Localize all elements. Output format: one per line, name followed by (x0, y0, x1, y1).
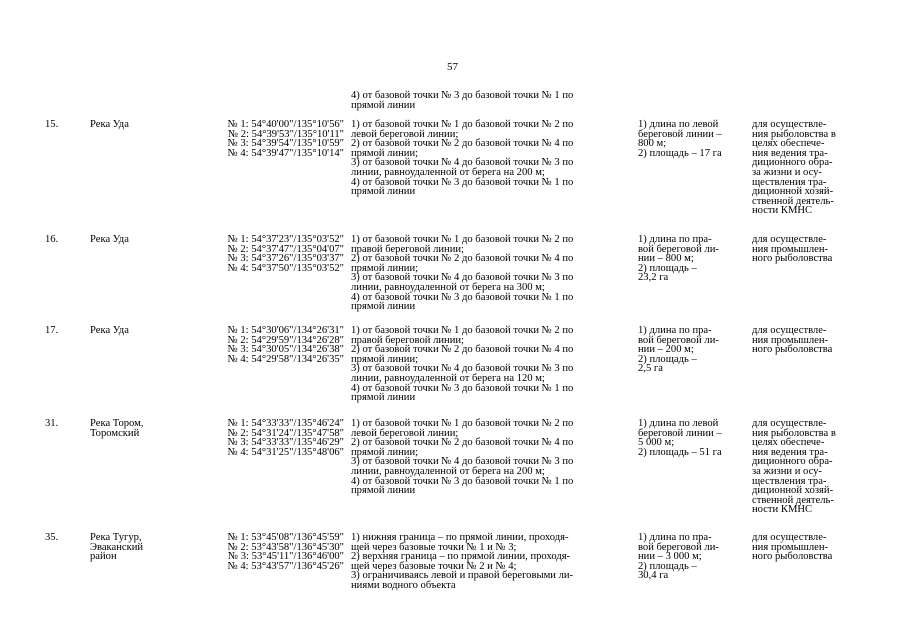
usage-purpose: для осуществле- ния рыболовства в целях обеспече- ния ведения тра- диционного обра- за жизни и осу- ществления тра- диционной хозяй- ственной деятель- ности КМНС (752, 418, 836, 516)
length-and-area: 1) длина по пра- вой береговой ли- нии – 800 м; 2) площадь – 23,2 га (638, 234, 719, 284)
boundary-description: 1) от базовой точки № 1 до базовой точки № 2 по правой береговой линии; 2) от базовой точки № 2 до базовой точки № 4 по прямой линии; 3) от базовой точки № 4 до базовой точки № 3 по линии, равноудаленной от берега на 300 м; 4) от базовой точки № 3 до базовой точки № 1 по прямой линии (351, 234, 574, 313)
water-body-name: Река Уда (90, 325, 129, 336)
row-number: 35. (45, 532, 59, 543)
row-number: 17. (45, 325, 59, 336)
continuation-text: 4) от базовой точки № 3 до базовой точки № 1 по прямой линии (351, 90, 574, 111)
water-body-name: Река Уда (90, 234, 129, 245)
water-body-name: Река Уда (90, 119, 129, 130)
water-body-name: Река Тором, Торомский (90, 418, 144, 439)
base-point-coordinates: № 1: 54°37'23"/135°03'52" № 2: 54°37'47"/135°04'07" № 3: 54°37'26"/135°03'37" № 4: 54°37'50"/135°03'52" (227, 234, 344, 274)
row-number: 16. (45, 234, 59, 245)
usage-purpose: для осуществле- ния промышлен- ного рыболовства (752, 532, 833, 563)
length-and-area: 1) длина по левой береговой линии – 800 м; 2) площадь – 17 га (638, 119, 722, 159)
usage-purpose: для осуществле- ния промышлен- ного рыболовства (752, 234, 833, 265)
base-point-coordinates: № 1: 54°40'00"/135°10'56" № 2: 54°39'53"/135°10'11" № 3: 54°39'54"/135°10'59" № 4: 54°39'47"/135°10'14" (227, 119, 344, 159)
page-number: 57 (447, 61, 458, 73)
base-point-coordinates: № 1: 54°33'33"/135°46'24" № 2: 54°31'24"/135°47'58" № 3: 54°33'33"/135°46'29" № 4: 54°31'25"/135°48'06" (227, 418, 344, 458)
length-and-area: 1) длина по пра- вой береговой ли- нии – 3 000 м; 2) площадь – 30,4 га (638, 532, 719, 582)
boundary-description: 1) нижняя граница – по прямой линии, проходя- щей через базовые точки № 1 и № 3; 2) верхняя граница – по прямой линии, проходя- щей через базовые точки № 2 и № 4; 3) ограничиваясь левой и правой береговыми ли- ниями водного объекта (351, 532, 574, 591)
boundary-description: 1) от базовой точки № 1 до базовой точки № 2 по правой береговой линии; 2) от базовой точки № 2 до базовой точки № 4 по прямой линии; 3) от базовой точки № 4 до базовой точки № 3 по линии, равноудаленной от берега на 120 м; 4) от базовой точки № 3 до базовой точки № 1 по прямой линии (351, 325, 574, 404)
base-point-coordinates: № 1: 54°30'06"/134°26'31" № 2: 54°29'59"/134°26'28" № 3: 54°30'05"/134°26'38" № 4: 54°29'58"/134°26'35" (227, 325, 344, 365)
base-point-coordinates: № 1: 53°45'08"/136°45'59" № 2: 53°43'58"/136°45'30" № 3: 53°45'11"/136°46'00" № 4: 53°43'57"/136°45'26" (227, 532, 344, 572)
row-number: 15. (45, 119, 59, 130)
usage-purpose: для осуществле- ния рыболовства в целях обеспече- ния ведения тра- диционного обра- за жизни и осу- ществления тра- диционной хозяй- ственной деятель- ности КМНС (752, 119, 836, 217)
boundary-description: 1) от базовой точки № 1 до базовой точки № 2 по левой береговой линии; 2) от базовой точки № 2 до базовой точки № 4 по прямой линии; 3) от базовой точки № 4 до базовой точки № 3 по линии, равноудаленной от берега на 200 м; 4) от базовой точки № 3 до базовой точки № 1 по прямой линии (351, 418, 574, 497)
usage-purpose: для осуществле- ния промышлен- ного рыболовства (752, 325, 833, 356)
water-body-name: Река Тугур, Эваканский район (90, 532, 144, 563)
length-and-area: 1) длина по пра- вой береговой ли- нии – 200 м; 2) площадь – 2,5 га (638, 325, 719, 375)
boundary-description: 1) от базовой точки № 1 до базовой точки № 2 по левой береговой линии; 2) от базовой точки № 2 до базовой точки № 4 по прямой линии; 3) от базовой точки № 4 до базовой точки № 3 по линии, равноудаленной от берега на 200 м; 4) от базовой точки № 3 до базовой точки № 1 по прямой линии (351, 119, 574, 198)
row-number: 31. (45, 418, 59, 429)
length-and-area: 1) длина по левой береговой линии – 5 000 м; 2) площадь – 51 га (638, 418, 722, 458)
